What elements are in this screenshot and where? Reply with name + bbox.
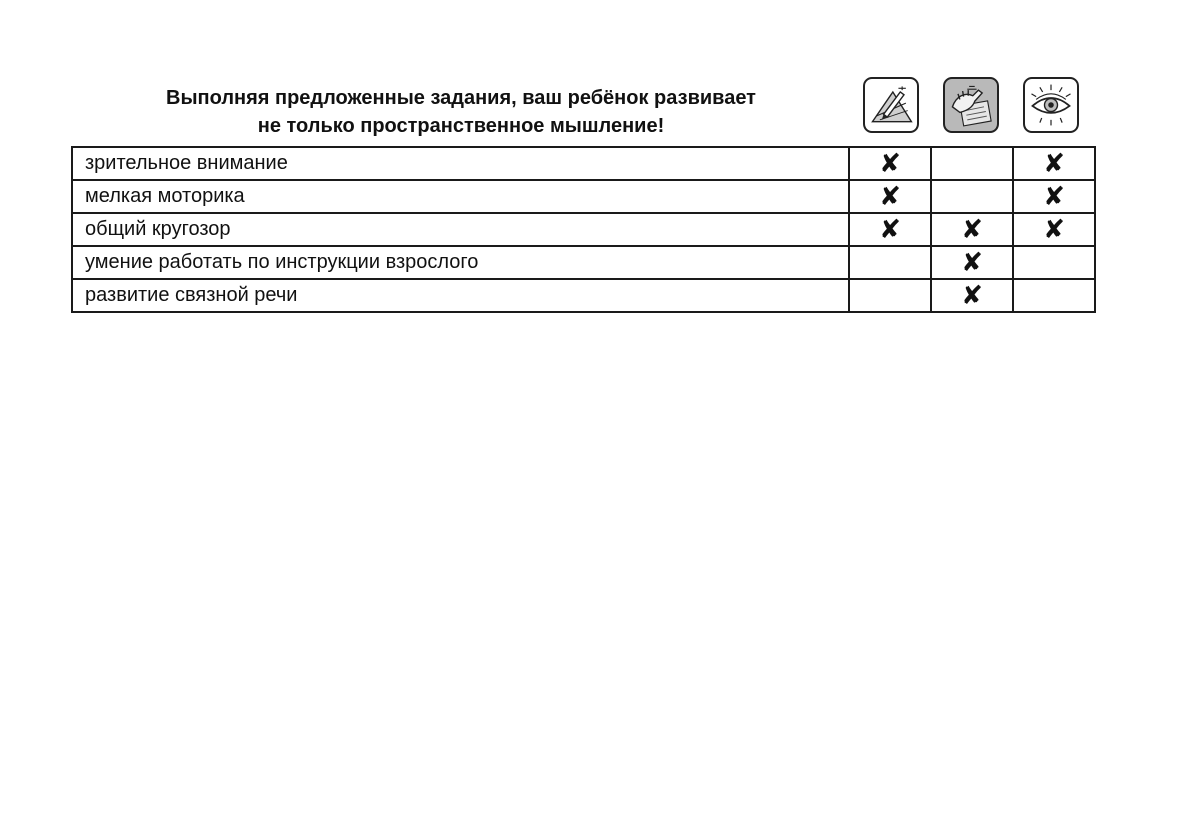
mark-cell-hand: ✘ (931, 213, 1013, 246)
table-row (72, 279, 1095, 312)
table-row (72, 147, 1095, 180)
mark-cell-pencil: ✘ (849, 147, 931, 180)
mark-cell-hand: ✘ (931, 246, 1013, 279)
mark-cell-eye: ✘ (1013, 180, 1095, 213)
page-heading (72, 84, 850, 140)
mark-cell-pencil: ✘ (849, 180, 931, 213)
mark-cell-hand: ✘ (931, 279, 1013, 312)
eye-icon (1023, 77, 1079, 133)
mark-cell-pencil (849, 279, 931, 312)
mark-cell-eye: ✘ (1013, 213, 1095, 246)
pencil-drawing-icon (863, 77, 919, 133)
mark-cell-eye (1013, 279, 1095, 312)
skill-label: развитие связной речи (72, 279, 849, 312)
mark-cell-eye: ✘ (1013, 147, 1095, 180)
skill-label: зрительное внимание (72, 147, 849, 180)
mark-cell-hand (931, 180, 1013, 213)
mark-cell-pencil: ✘ (849, 213, 931, 246)
skills-table (71, 146, 1096, 313)
mark-cell-eye (1013, 246, 1095, 279)
hand-writing-icon (943, 77, 999, 133)
mark-cell-pencil (849, 246, 931, 279)
heading-line-2: не только пространственное мышление! (257, 115, 665, 137)
skill-label: умение работать по инструкции взрослого (72, 246, 849, 279)
mark-cell-hand (931, 147, 1013, 180)
skill-label: мелкая моторика (72, 180, 849, 213)
heading-line-1: Выполняя предложенные задания, ваш ребёнок развивает (166, 87, 756, 109)
table-row (72, 180, 1095, 213)
table-row (72, 213, 1095, 246)
skill-label: общий кругозор (72, 213, 849, 246)
table-row (72, 246, 1095, 279)
